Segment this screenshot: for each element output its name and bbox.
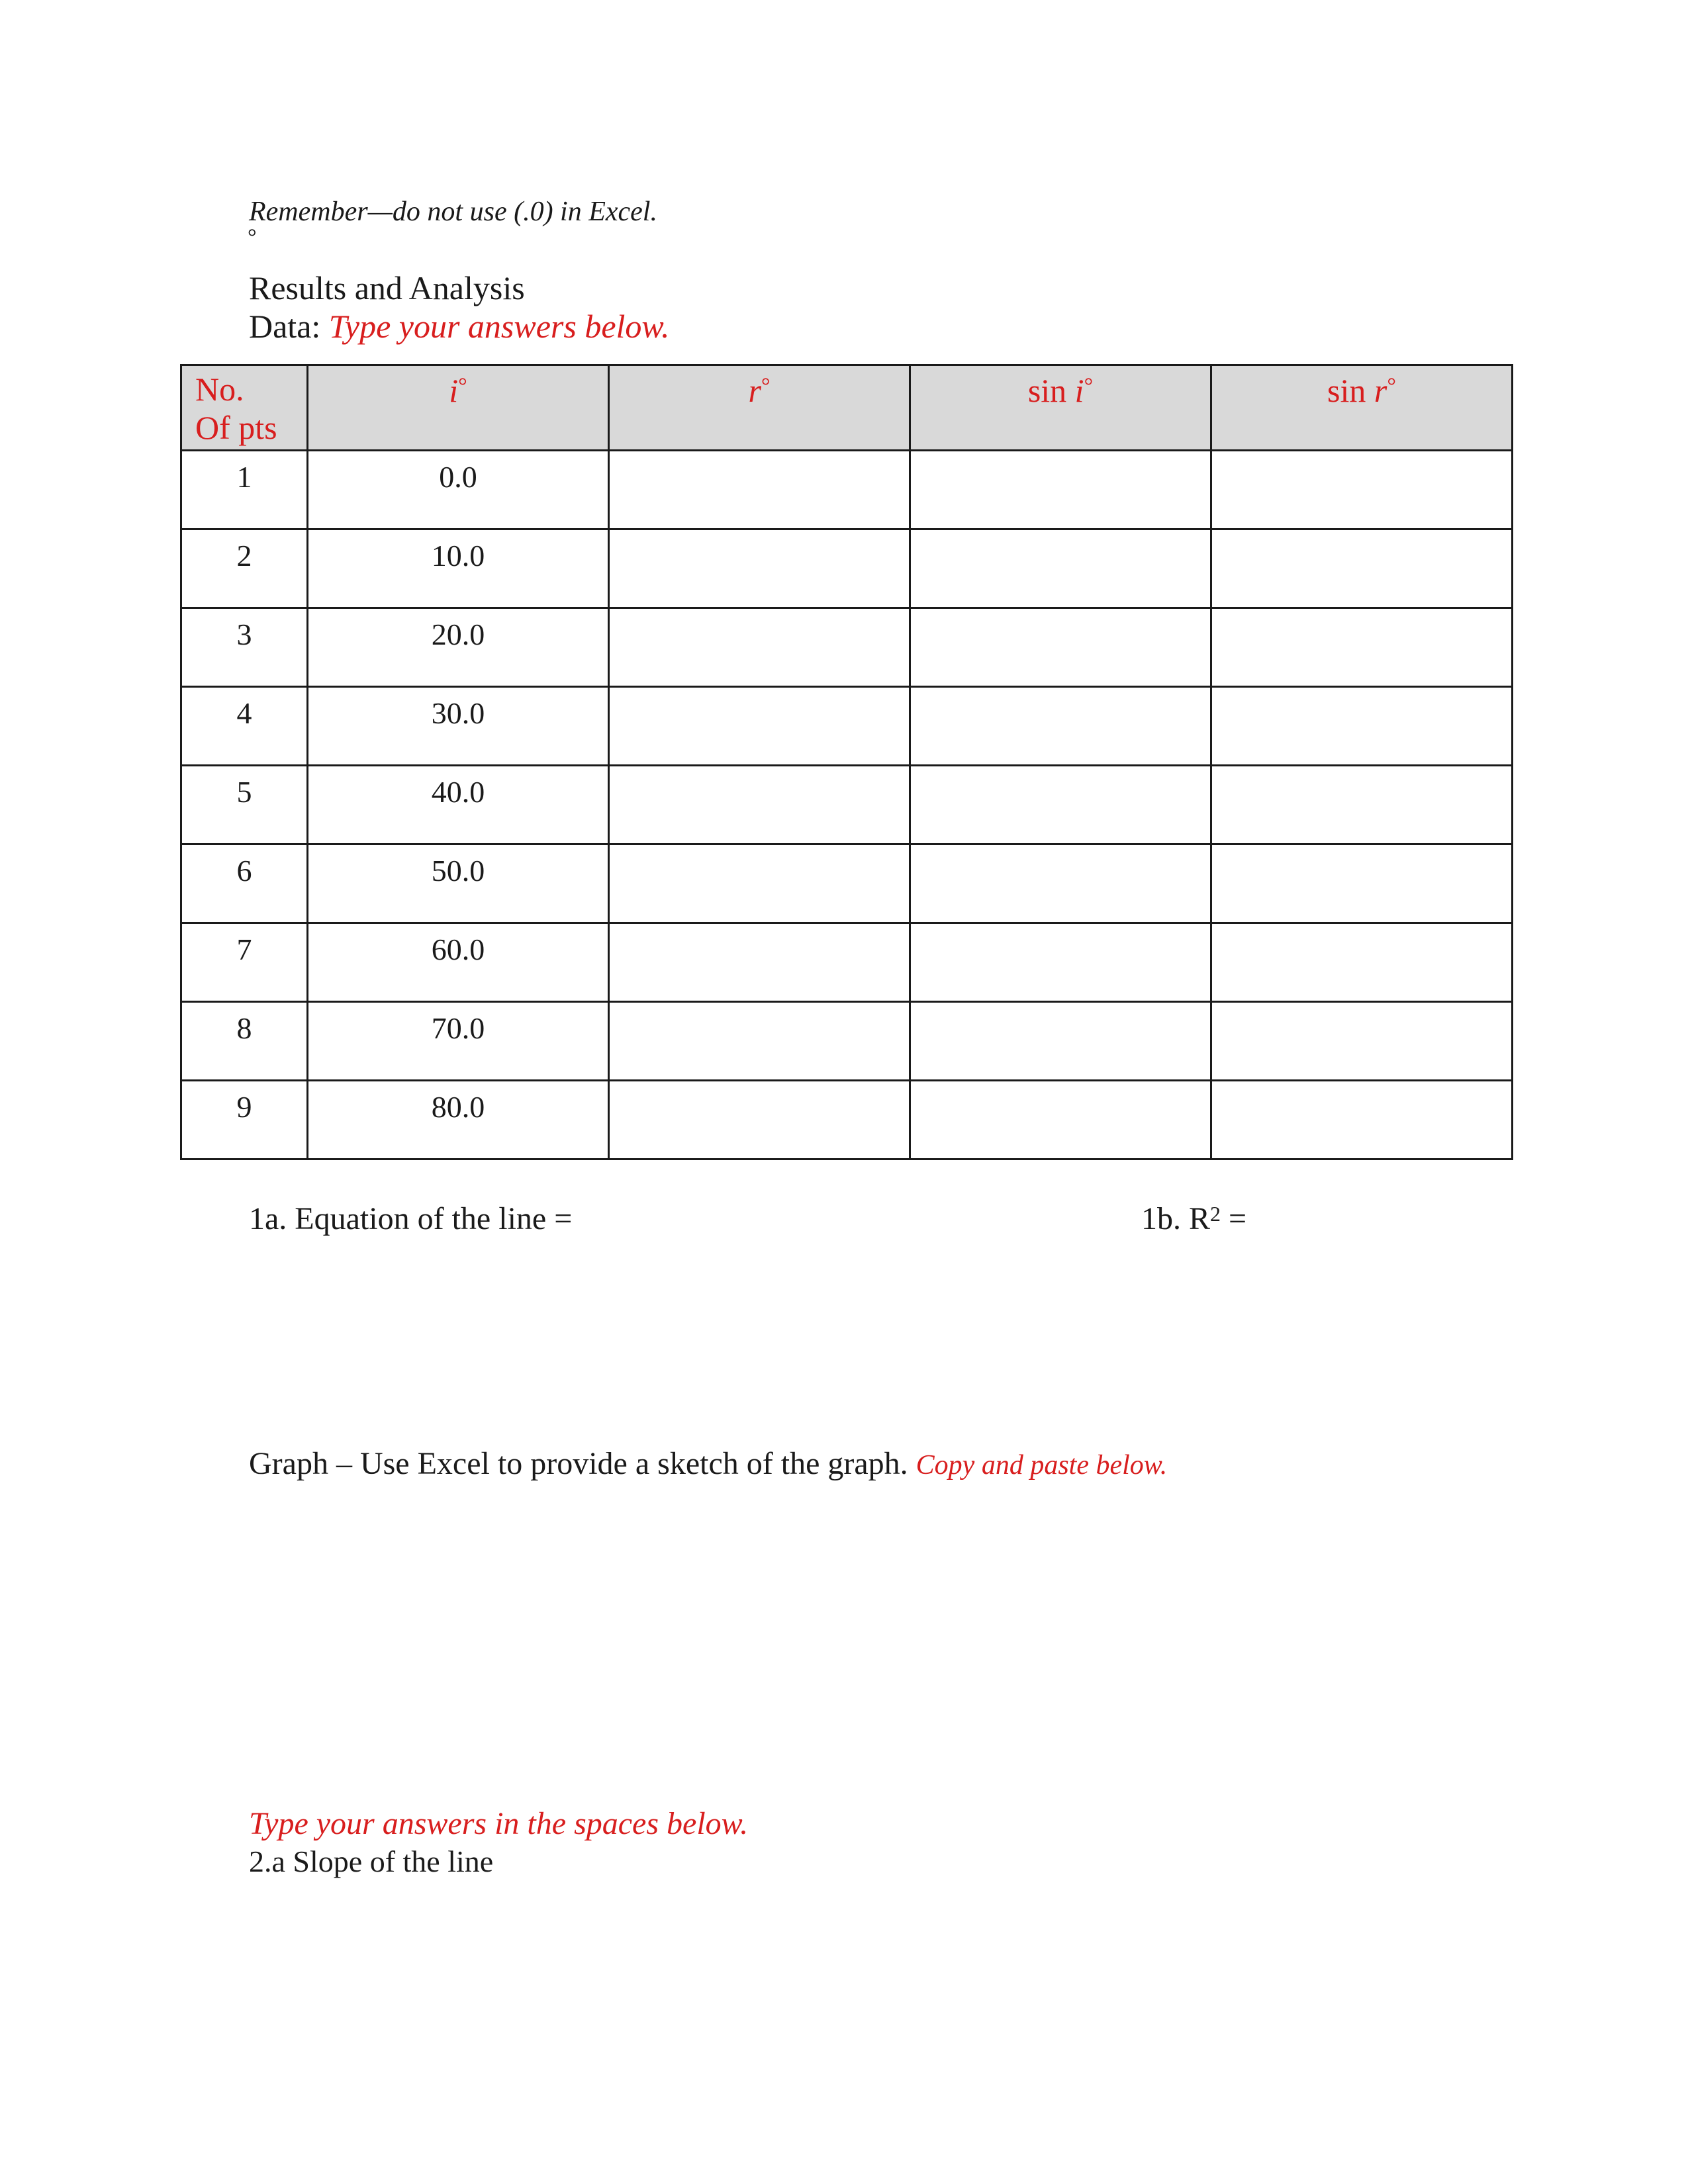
table-row bbox=[181, 1002, 1513, 1081]
cell-sin-i-input[interactable] bbox=[910, 529, 1211, 608]
header-no-of-pts bbox=[181, 365, 308, 451]
cell-sin-i-input[interactable] bbox=[910, 766, 1211, 844]
cell-i: 50.0 bbox=[308, 844, 609, 923]
graph-paste-instruction: Copy and paste below. bbox=[915, 1450, 1168, 1480]
header-sin-i-degree: ° bbox=[1084, 374, 1094, 398]
cell-i: 10.0 bbox=[308, 529, 609, 608]
question-1a-equation: 1a. Equation of the line = bbox=[249, 1201, 573, 1236]
header-r-degree: ° bbox=[761, 374, 771, 398]
header-sin-i-prefix: sin bbox=[1027, 372, 1067, 409]
r2-prefix: 1b. R bbox=[1141, 1201, 1211, 1236]
table-row bbox=[181, 451, 1513, 529]
header-r-var: r bbox=[748, 372, 761, 409]
cell-no: 1 bbox=[181, 451, 308, 529]
r2-suffix: = bbox=[1221, 1201, 1247, 1236]
cell-sin-i-input[interactable] bbox=[910, 608, 1211, 687]
table-row bbox=[181, 687, 1513, 766]
cell-sin-r-input[interactable] bbox=[1211, 687, 1513, 766]
cell-no: 2 bbox=[181, 529, 308, 608]
header-sin-r-degree: ° bbox=[1387, 374, 1396, 398]
results-heading: Results and Analysis bbox=[249, 269, 525, 306]
table-header-row bbox=[181, 365, 1513, 451]
cell-r-input[interactable] bbox=[609, 923, 910, 1002]
header-no-line2: Of pts bbox=[195, 409, 277, 446]
table-row bbox=[181, 923, 1513, 1002]
type-answers-instruction: Type your answers in the spaces below. bbox=[249, 1806, 749, 1841]
header-sin-r-var: r bbox=[1374, 372, 1387, 409]
table-row bbox=[181, 529, 1513, 608]
cell-i: 40.0 bbox=[308, 766, 609, 844]
cell-sin-i-input[interactable] bbox=[910, 923, 1211, 1002]
cell-sin-r-input[interactable] bbox=[1211, 766, 1513, 844]
cell-sin-r-input[interactable] bbox=[1211, 923, 1513, 1002]
cell-sin-i-input[interactable] bbox=[910, 844, 1211, 923]
header-i-var: i bbox=[449, 372, 459, 409]
cell-r-input[interactable] bbox=[609, 451, 910, 529]
cell-r-input[interactable] bbox=[609, 844, 910, 923]
cell-i: 70.0 bbox=[308, 1002, 609, 1081]
cell-i: 30.0 bbox=[308, 687, 609, 766]
cell-sin-r-input[interactable] bbox=[1211, 844, 1513, 923]
cell-sin-i-input[interactable] bbox=[910, 1081, 1211, 1160]
cell-sin-i-input[interactable] bbox=[910, 1002, 1211, 1081]
cell-no: 4 bbox=[181, 687, 308, 766]
cell-r-input[interactable] bbox=[609, 529, 910, 608]
cell-i: 0.0 bbox=[308, 451, 609, 529]
cell-sin-r-input[interactable] bbox=[1211, 451, 1513, 529]
header-i-degrees bbox=[308, 365, 609, 451]
cell-r-input[interactable] bbox=[609, 608, 910, 687]
table-row bbox=[181, 766, 1513, 844]
cell-no: 8 bbox=[181, 1002, 308, 1081]
cell-no: 9 bbox=[181, 1081, 308, 1160]
graph-text: Graph – Use Excel to provide a sketch of the graph. bbox=[249, 1446, 908, 1481]
header-r-degrees bbox=[609, 365, 910, 451]
data-line bbox=[249, 307, 670, 345]
graph-instruction-line bbox=[249, 1445, 1167, 1482]
cell-sin-r-input[interactable] bbox=[1211, 1002, 1513, 1081]
cell-sin-r-input[interactable] bbox=[1211, 1081, 1513, 1160]
cell-r-input[interactable] bbox=[609, 1081, 910, 1160]
cell-sin-i-input[interactable] bbox=[910, 451, 1211, 529]
cell-i: 20.0 bbox=[308, 608, 609, 687]
header-no-line1: No. bbox=[195, 371, 244, 408]
header-sin-i-var: i bbox=[1074, 372, 1084, 409]
cell-no: 3 bbox=[181, 608, 308, 687]
table-row bbox=[181, 1081, 1513, 1160]
cell-no: 5 bbox=[181, 766, 308, 844]
cell-no: 6 bbox=[181, 844, 308, 923]
data-table bbox=[180, 364, 1513, 1160]
question-1b-r-squared bbox=[1141, 1201, 1246, 1237]
cell-i: 60.0 bbox=[308, 923, 609, 1002]
cell-no: 7 bbox=[181, 923, 308, 1002]
table-row bbox=[181, 608, 1513, 687]
table-row bbox=[181, 844, 1513, 923]
question-2a-slope: 2.a Slope of the line bbox=[249, 1844, 494, 1878]
r2-superscript: 2 bbox=[1210, 1202, 1221, 1226]
remember-note: Remember—do not use (.0) in Excel. bbox=[249, 197, 657, 227]
degree-mark: ° bbox=[248, 225, 257, 250]
header-sin-r bbox=[1211, 365, 1513, 451]
header-sin-i bbox=[910, 365, 1211, 451]
data-label: Data: bbox=[249, 308, 321, 345]
header-i-degree: ° bbox=[458, 374, 467, 398]
cell-r-input[interactable] bbox=[609, 687, 910, 766]
cell-r-input[interactable] bbox=[609, 766, 910, 844]
header-sin-r-prefix: sin bbox=[1327, 372, 1366, 409]
cell-i: 80.0 bbox=[308, 1081, 609, 1160]
cell-sin-r-input[interactable] bbox=[1211, 608, 1513, 687]
cell-sin-i-input[interactable] bbox=[910, 687, 1211, 766]
data-instruction: Type your answers below. bbox=[328, 308, 670, 345]
cell-sin-r-input[interactable] bbox=[1211, 529, 1513, 608]
cell-r-input[interactable] bbox=[609, 1002, 910, 1081]
